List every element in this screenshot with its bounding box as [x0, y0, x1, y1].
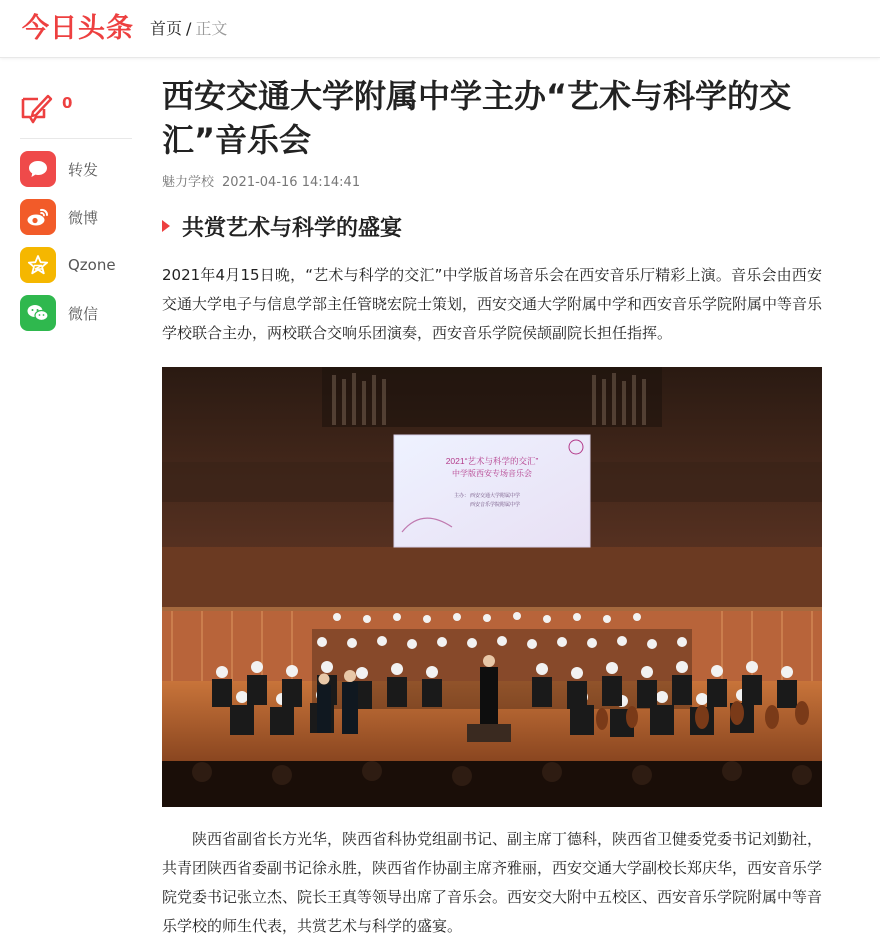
article-paragraph-2: 陕西省副省长方光华，陕西省科协党组副书记、副主席丁德科，陕西省卫健委党委书记刘勤社，共青团陕西省委副书记徐永胜，陕西省作协副主席齐雅丽，西安交通大学副校长郑庆华，西安音乐学院党委书记张立杰、院长王真等领导出席了音乐会。西安交大附中五校区、西安音乐学院附属中等音乐学校的师生代表，共赏艺术与科学的盛宴。 — [162, 830, 823, 935]
triangle-bullet-icon — [162, 220, 170, 232]
qzone-icon — [20, 247, 56, 283]
article-subheading-text: 共赏艺术与科学的盛宴 — [182, 215, 403, 241]
screen-title: 2021“艺术与科学的交汇” — [445, 456, 539, 466]
article-datetime: 2021-04-16 14:14:41 — [222, 175, 361, 190]
screen-host-1: 西安交通大学附属中学 — [470, 493, 521, 499]
screen-host-2: 西安音乐学院附属中学 — [470, 502, 521, 508]
article-subheading — [162, 209, 822, 243]
repost-icon — [20, 151, 56, 187]
share-weibo-label: 微博 — [68, 208, 99, 227]
share-repost[interactable] — [20, 151, 132, 187]
breadcrumb — [150, 18, 227, 40]
organ-pipes — [322, 367, 662, 427]
share-qzone-label: Qzone — [68, 256, 116, 274]
share-qzone[interactable] — [20, 247, 132, 283]
article-photo-concert[interactable] — [162, 367, 822, 807]
site-logo[interactable]: 今日头条 — [22, 13, 134, 44]
share-wechat-label: 微信 — [68, 304, 99, 323]
article-source[interactable]: 魅力学校 — [162, 175, 215, 190]
article-title: 西安交通大学附属中学主办“艺术与科学的交汇”音乐会 — [162, 77, 792, 159]
breadcrumb-separator: / — [186, 19, 192, 38]
conductor — [480, 667, 498, 725]
top-bar — [0, 0, 880, 58]
screen-subtitle: 中学版西安专场音乐会 — [452, 469, 532, 478]
share-rail — [20, 88, 132, 343]
share-weibo[interactable] — [20, 199, 132, 235]
comment-button[interactable] — [20, 88, 132, 128]
share-repost-label: 转发 — [68, 160, 99, 179]
rail-divider — [20, 138, 132, 139]
comment-edit-icon — [20, 91, 54, 125]
article-paragraph-1: 2021年4月15日晚，“艺术与科学的交汇”中学版首场音乐会在西安音乐厅精彩上演。音乐会由西安交通大学电子与信息学部主任管晓宏院士策划，西安交通大学附属中学和西安音乐学院附属中等音乐学校联合主办，两校联合交响乐团演奏，西安音乐学院侯颉副院长担任指挥。 — [162, 266, 823, 342]
breadcrumb-home-link[interactable]: 首页 — [150, 19, 183, 38]
article — [162, 74, 822, 938]
article-meta — [162, 174, 822, 192]
share-wechat[interactable] — [20, 295, 132, 331]
weibo-icon — [20, 199, 56, 235]
screen-host-label: 主办： — [454, 493, 470, 499]
wechat-icon — [20, 295, 56, 331]
comment-count: 0 — [62, 94, 73, 112]
breadcrumb-current: 正文 — [195, 19, 228, 38]
